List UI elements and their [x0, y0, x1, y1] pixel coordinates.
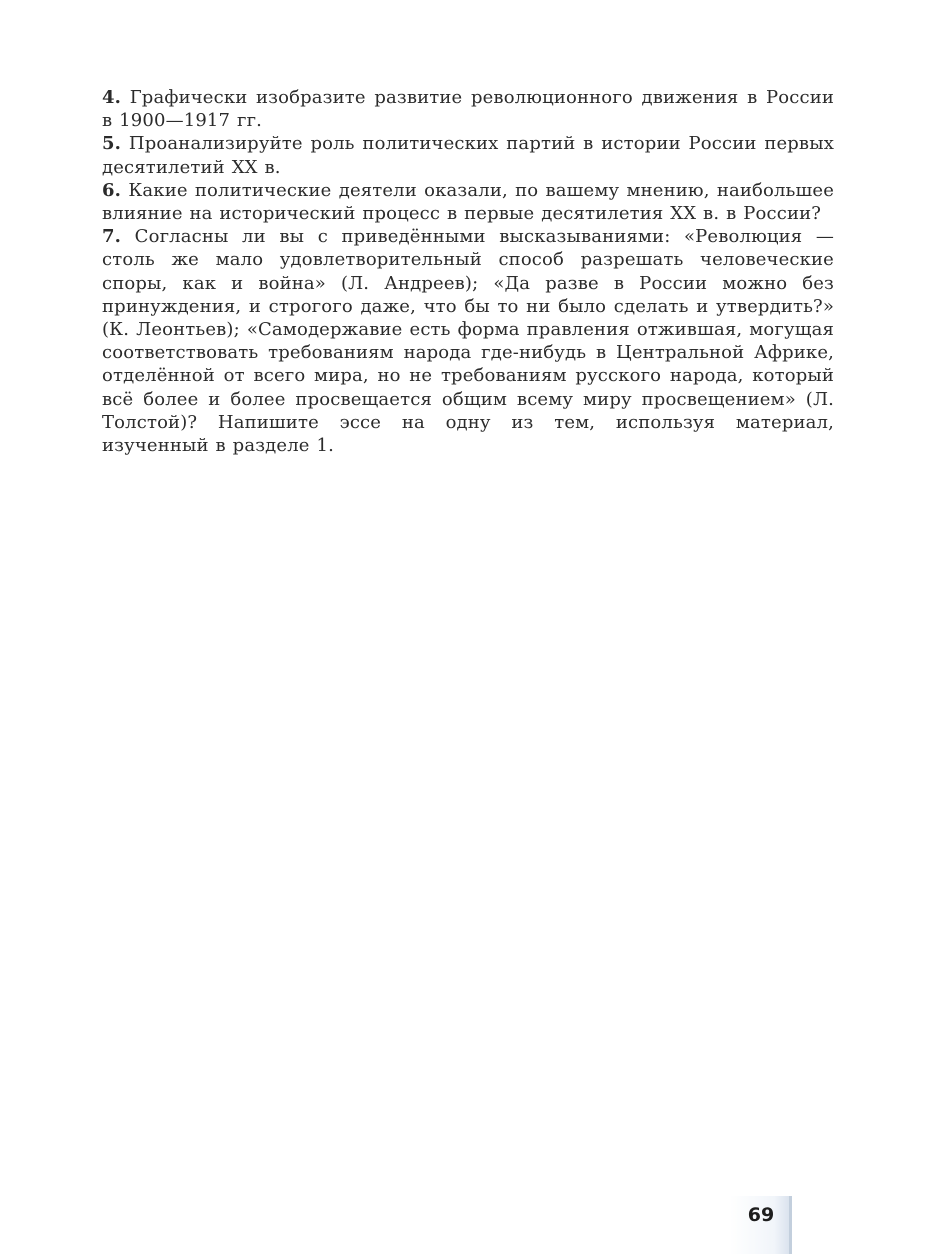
question-text: Согласны ли вы с приведёнными высказываниями: «Революция — столь же мало удовлетворительный способ разрешать человеческие споры, как и война» (Л. Андреев); «Да разве в России можно без принуждения, и строгого даже, что бы то ни было сделать и утвердить?» (К. Леонтьев); «Самодержавие есть форма правления отжившая, могущая соответствовать требованиям народа где-нибудь в Центральной Африке, отделённой от всего мира, но не требованиям русского народа, который всё более и более просвещается общим всему миру просвещением» (Л. Толстой)? Напишите эссе на одну из тем, используя материал, изученный в разделе 1.: [102, 226, 834, 457]
question-text: Какие политические деятели оказали, по вашему мнению, наибольшее влияние на исторический процесс в первые десятилетия XX в. в России?: [102, 179, 834, 225]
question-6: [102, 179, 834, 225]
question-number: 4.: [102, 87, 122, 108]
question-text: Графически изобразите развитие революционного движения в России в 1900—1917 гг.: [102, 87, 834, 132]
question-list: [102, 86, 834, 457]
question-7: [102, 225, 834, 457]
question-text: Проанализируйте роль политических партий в истории России первых десятилетий XX в.: [102, 133, 834, 178]
question-number: 5.: [102, 133, 122, 155]
page-number: 69: [747, 1204, 775, 1226]
question-number: 6.: [102, 179, 122, 201]
question-5: [102, 132, 834, 178]
page-number-tab: [730, 1196, 792, 1254]
question-4: [102, 86, 834, 132]
question-number: 7.: [102, 226, 122, 248]
